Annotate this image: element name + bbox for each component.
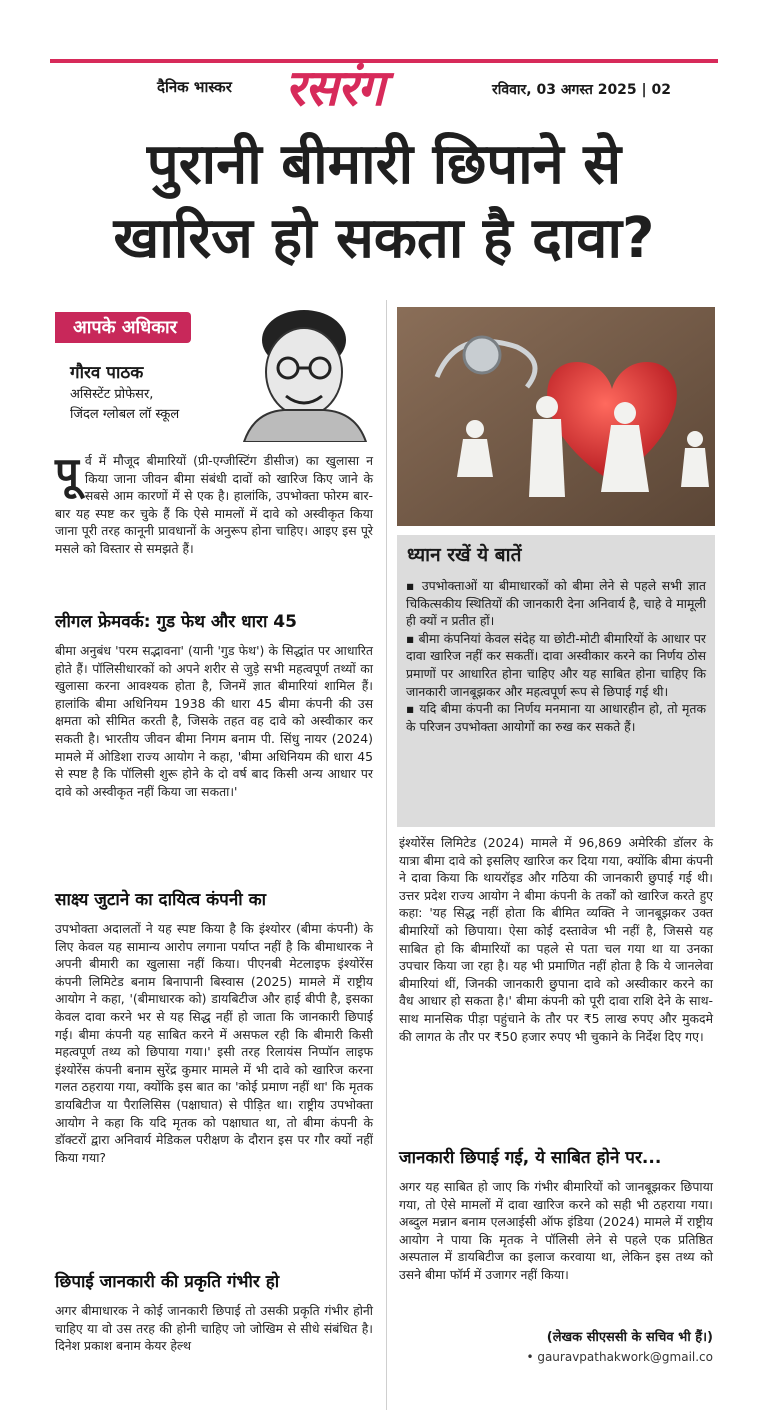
author-name: गौरव पाठक — [70, 363, 144, 383]
section-heading: लीगल फ्रेमवर्क: गुड फेथ और धारा 45 — [55, 612, 297, 632]
section-legal-framework — [55, 610, 373, 800]
page-title — [40, 128, 728, 276]
intro-text: र्व में मौजूद बीमारियों (प्री-एग्जीस्टिंग डीसीज) का खुलासा न किया जाना जीवन बीमा संबंधी दावों को खारिज किए जाने के सबसे आम कारणों में से एक है। हालांकि, उपभोक्ता फोरम बार-बार यह स्पष्ट कर चुके हैं कि ऐसे मामलों में दावे को अस्वीकृत किया जाना पूरी तरह कानूनी प्रावधानों के अनुरूप होना चाहिए। आइए इस पूरे मसले को विस्तार से समझते हैं। — [55, 453, 373, 556]
section-heading: जानकारी छिपाई गई, ये साबित होने पर... — [399, 1148, 662, 1168]
section-tag: आपके अधिकार — [55, 312, 191, 343]
author-role-line-1: असिस्टेंट प्रोफेसर, — [70, 387, 154, 402]
list-item: ▪ यदि बीमा कंपनी का निर्णय मनमाना या आधारहीन हो, तो मृतक के परिजन उपभोक्ता आयोगों का रुख कर सकते हैं। — [406, 701, 706, 734]
author-role — [70, 385, 179, 425]
separator: | — [641, 82, 652, 98]
author-portrait — [224, 300, 374, 442]
section-body: बीमा अनुबंध 'परम सद्भावना' (यानी 'गुड फेथ') के सिद्धांत पर आधारित होते हैं। पॉलिसीधारकों को अपने शरीर से जुड़े सभी महत्वपूर्ण तथ्यों का खुलासा करना आवश्यक होता है, जिनमें ज्ञात बीमारियां शामिल हैं। हालांकि बीमा अधिनियम 1938 की धारा 45 बीमा कंपनी की उस क्षमता को सीमित करती है, जिसके तहत वह दावे को अस्वीकार कर सकती है। भारतीय जीवन बीमा निगम बनाम पी. सिंधु नायर (2024) मामले में ओडिशा राज्य आयोग ने कहा, 'बीमा अधिनियम की धारा 45 से स्पष्ट है कि पॉलिसी शुरू होने के दो वर्ष बाद किसी अन्य आधार पर दावे को अस्वीकृत नहीं किया जा सकता।' — [55, 643, 373, 799]
section-body: उपभोक्ता अदालतों ने यह स्पष्ट किया है कि इंश्योरर (बीमा कंपनी) के लिए केवल यह सामान्य आरोप लगाना पर्याप्त नहीं है कि बीमाधारक ने अपनी बीमारी का खुलासा नहीं किया। पीएनबी मेटलाइफ इंश्योरेंस कंपनी लिमिटेड बनाम बिनापानी बिस्वास (2025) मामले में राष्ट्रीय आयोग ने कहा, '(बीमाधारक को) डायबिटीज और हाई बीपी है, इसका केवल दावा करने भर से यह सिद्ध नहीं हो जाता कि जानकारी छिपाई गई। बीमा कंपनी यह साबित करने में असफल रही कि बीमारी किसी महत्वपूर्ण तथ्य को छिपाया गया।' इसी तरह रिलायंस निप्पॉन लाइफ इंश्योरेंस कंपनी बनाम सुरेंद्र कुमार मामले में भी दावे को खारिज करना गलत ठहराया गया, क्योंकि इस बात का 'कोई प्रमाण नहीं था' कि मृतक डायबिटीज या पैरालिसिस (पक्षाघात) से पीड़ित था। राष्ट्रीय उपभोक्ता आयोग ने कहा कि यदि मृतक को पक्षाघात था, तो बीमा कंपनी के डॉक्टरों द्वारा अनिवार्य मेडिकल परीक्षण के दौरान इस पर गौर क्यों नहीं किया गया? — [55, 921, 373, 1165]
tips-box — [397, 535, 715, 827]
section-heading: छिपाई जानकारी की प्रकृति गंभीर हो — [55, 1272, 280, 1292]
headline-line-2: खारिज हो सकता है दावा? — [113, 206, 655, 271]
section-proof-of-concealment — [399, 1146, 713, 1284]
dropcap: पू — [55, 448, 79, 497]
section-nature-of-concealment — [55, 1270, 373, 1355]
author-note: (लेखक सीएससी के सचिव भी हैं।) — [546, 1330, 713, 1345]
intro-paragraph — [55, 448, 373, 558]
dateline — [492, 80, 671, 99]
heart-stethoscope-photo — [397, 307, 715, 526]
column-divider — [386, 300, 387, 1410]
page-number: 02 — [651, 82, 672, 98]
right-column-text: इंश्योरेंस लिमिटेड (2024) मामले में 96,869 अमेरिकी डॉलर के यात्रा बीमा दावे को इसलिए खारिज कर दिया गया, क्योंकि बीमा कंपनी ने दावा किया कि थायरॉइड और गठिया की जानकारी छुपाई गई थी। उत्तर प्रदेश राज्य आयोग ने बीमा कंपनी के तर्कों को खारिज करते हुए कहा: 'यह सिद्ध नहीं होता कि बीमित व्यक्ति ने जानबूझकर उक्त बीमारियों को छिपाया। ऐसा कोई दस्तावेज भी नहीं है, जिससे यह साबित हो कि बीमारियों का पहले से पता चल गया था या उनका उपचार किया जा रहा है। यह भी प्रमाणित नहीं होता है कि ये जानलेवा बीमारियां थीं, जिनकी जानकारी छुपाना दावे को अस्वीकार करने का वैध आधार हो सकता है।' बीमा कंपनी को पूरी दावा राशि देने के साथ-साथ मानसिक पीड़ा पहुंचाने के तौर पर ₹5 लाख रुपए और मुकदमे की लागत के तौर पर ₹50 हजार रुपए भी चुकाने के निर्देश दिए गए। — [399, 835, 713, 1044]
list-item: ▪ उपभोक्ताओं या बीमाधारकों को बीमा लेने से पहले सभी ज्ञात चिकित्सकीय स्थितियों की जानकारी देना अनिवार्य है, चाहे वे मामूली ही क्यों न प्रतीत हों। — [406, 578, 706, 629]
section-heading: साक्ष्य जुटाने का दायित्व कंपनी का — [55, 890, 267, 910]
list-item: ▪ बीमा कंपनियां केवल संदेह या छोटी-मोटी बीमारियों के आधार पर दावा खारिज नहीं कर सकतीं। दावा अस्वीकार करने का निर्णय ठोस प्रमाणों पर आधारित होना चाहिए और यह साबित होना चाहिए कि जानकारी जानबूझकर और महत्वपूर्ण रूप से छिपाई गई थी। — [406, 630, 706, 699]
paper-name: दैनिक भास्कर — [157, 78, 232, 96]
section-body: अगर यह साबित हो जाए कि गंभीर बीमारियों को जानबूझकर छिपाया गया, तो ऐसे मामलों में दावा खारिज करने को सही भी ठहराया गया। अब्दुल मन्नान बनाम एलआईसी ऑफ इंडिया (2024) मामले में राष्ट्रीय आयोग ने पाया कि मृतक ने पॉलिसी लेने से पहले एक प्रतिष्ठित अस्पताल में डायबिटीज का इलाज करवाया था, लेकिन इस तथ्य को उसने बीमा फॉर्म में उजागर नहीं किया। — [399, 1179, 713, 1282]
author-email: • gauravpathakwork@gmail.co — [526, 1350, 713, 1364]
headline-line-1: पुरानी बीमारी छिपाने से — [146, 132, 622, 197]
tips-box-body — [406, 577, 706, 735]
tips-box-title: ध्यान रखें ये बातें — [407, 544, 522, 566]
masthead-rule — [50, 59, 718, 63]
author-role-line-2: जिंदल ग्लोबल लॉ स्कूल — [70, 407, 180, 422]
date: रविवार, 03 अगस्त 2025 — [492, 82, 637, 98]
section-body: अगर बीमाधारक ने कोई जानकारी छिपाई तो उसकी प्रकृति गंभीर होनी चाहिए या वो उस तरह की होनी चाहिए जो जोखिम से सीधे संबंधित है। दिनेश प्रकाश बनाम केयर हेल्थ — [55, 1303, 373, 1354]
supplement-brand: रसरंग — [285, 59, 384, 117]
section-burden-of-proof — [55, 888, 373, 1166]
